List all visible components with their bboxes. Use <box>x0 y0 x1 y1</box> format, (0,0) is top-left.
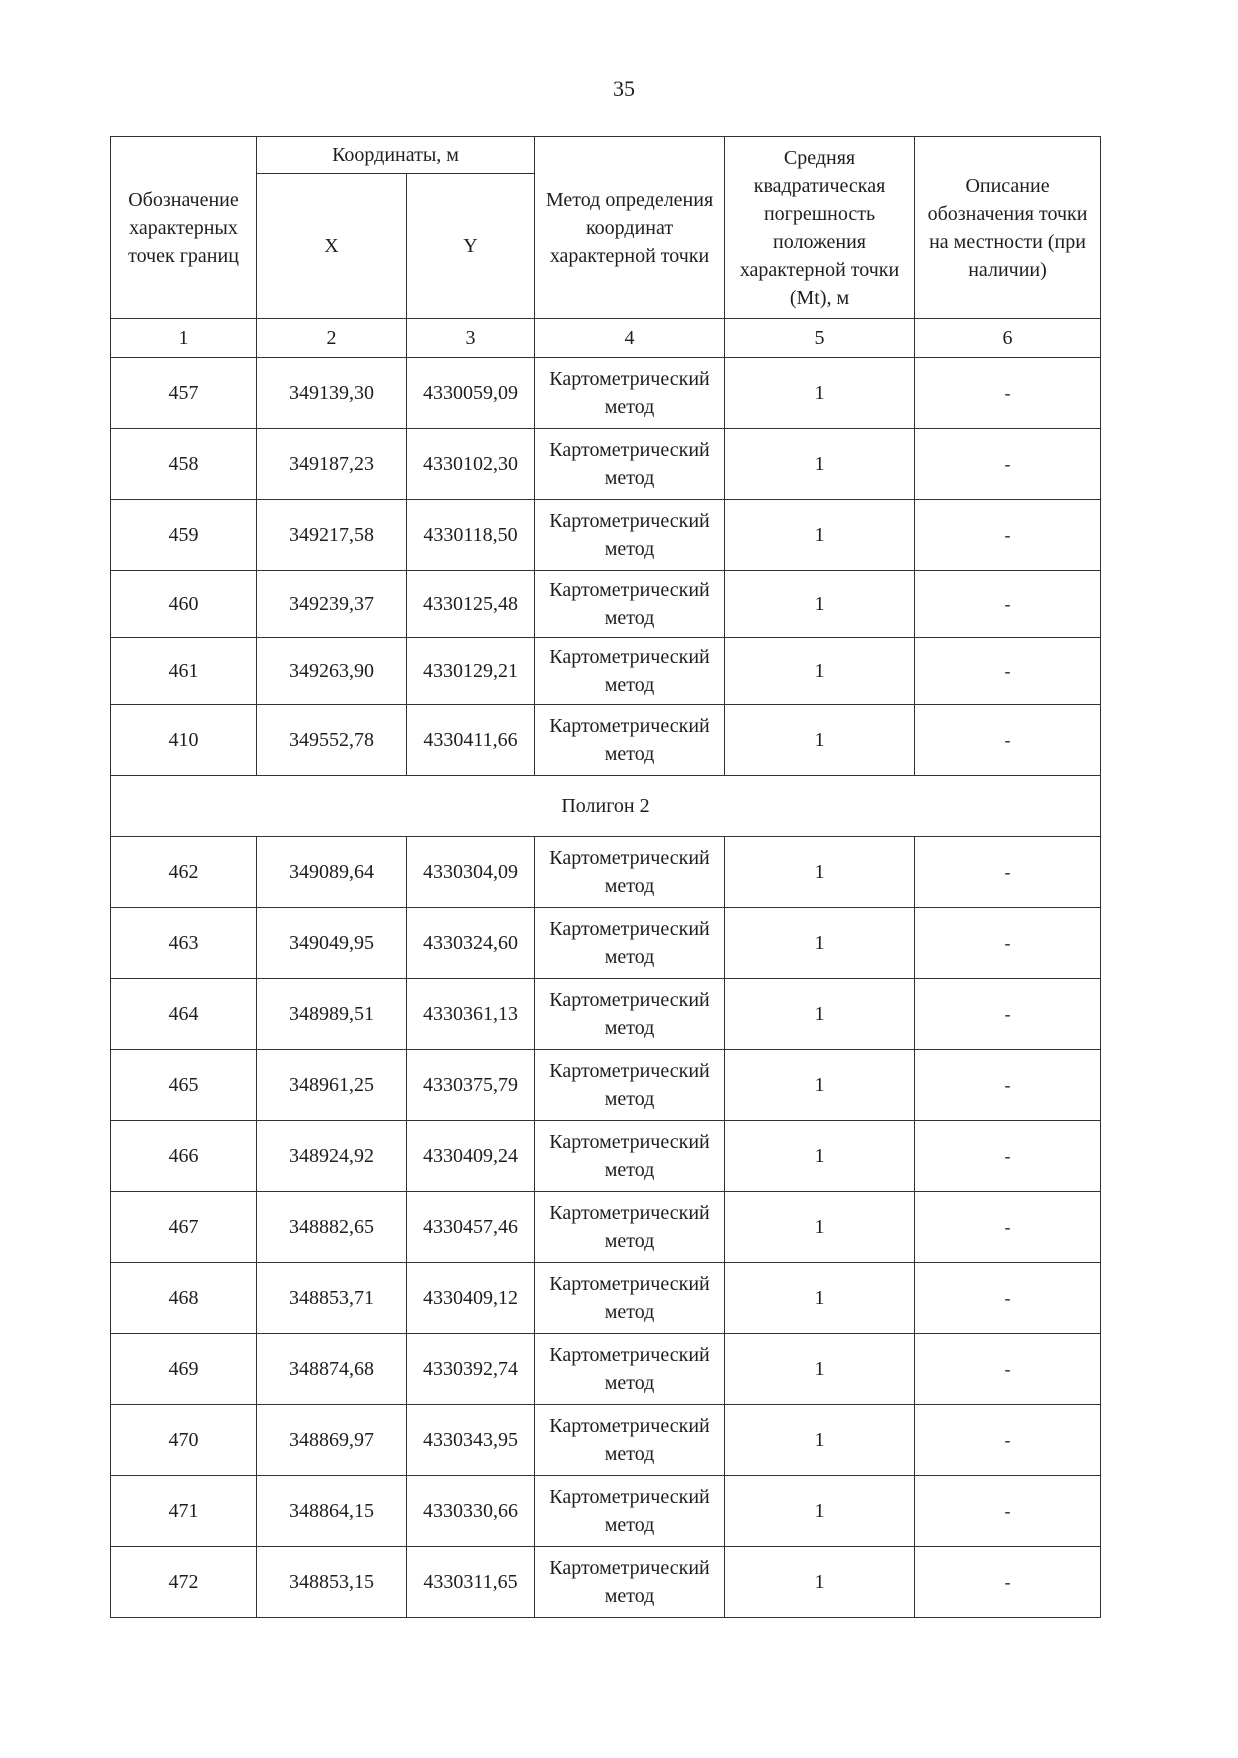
y-cell: 4330343,95 <box>407 1405 535 1476</box>
description-cell: - <box>915 1476 1101 1547</box>
y-cell: 4330409,24 <box>407 1121 535 1192</box>
table-row <box>111 1334 1101 1405</box>
table-body-part1 <box>111 358 1101 776</box>
description-cell: - <box>915 638 1101 705</box>
point-cell: 468 <box>111 1263 257 1334</box>
mt-cell: 1 <box>725 908 915 979</box>
point-cell: 461 <box>111 638 257 705</box>
point-cell: 460 <box>111 571 257 638</box>
page-number: 35 <box>613 76 635 101</box>
point-cell: 410 <box>111 705 257 776</box>
table-row <box>111 1405 1101 1476</box>
header-y: Y <box>407 174 535 319</box>
point-cell: 467 <box>111 1192 257 1263</box>
y-cell: 4330330,66 <box>407 1476 535 1547</box>
description-cell: - <box>915 1121 1101 1192</box>
y-cell: 4330375,79 <box>407 1050 535 1121</box>
polygon-title: Полигон 2 <box>111 776 1101 837</box>
point-cell: 471 <box>111 1476 257 1547</box>
column-number: 2 <box>257 319 407 358</box>
mt-cell: 1 <box>725 1192 915 1263</box>
y-cell: 4330411,66 <box>407 705 535 776</box>
mt-cell: 1 <box>725 1121 915 1192</box>
method-cell: Картометрический метод <box>535 837 725 908</box>
point-cell: 459 <box>111 500 257 571</box>
y-cell: 4330102,30 <box>407 429 535 500</box>
point-cell: 464 <box>111 979 257 1050</box>
table-row <box>111 638 1101 705</box>
header-error: Средняя квадратическая погрешность положения характерной точки (Mt), м <box>725 137 915 319</box>
y-cell: 4330361,13 <box>407 979 535 1050</box>
mt-cell: 1 <box>725 837 915 908</box>
y-cell: 4330457,46 <box>407 1192 535 1263</box>
point-cell: 465 <box>111 1050 257 1121</box>
x-cell: 349049,95 <box>257 908 407 979</box>
description-cell: - <box>915 358 1101 429</box>
coordinates-table <box>110 136 1101 1618</box>
x-cell: 348864,15 <box>257 1476 407 1547</box>
polygon-title-row <box>111 776 1101 837</box>
point-cell: 457 <box>111 358 257 429</box>
mt-cell: 1 <box>725 705 915 776</box>
description-cell: - <box>915 429 1101 500</box>
point-cell: 463 <box>111 908 257 979</box>
x-cell: 349552,78 <box>257 705 407 776</box>
table-body-part2 <box>111 837 1101 1618</box>
point-cell: 458 <box>111 429 257 500</box>
y-cell: 4330129,21 <box>407 638 535 705</box>
x-cell: 348853,71 <box>257 1263 407 1334</box>
y-cell: 4330311,65 <box>407 1547 535 1618</box>
mt-cell: 1 <box>725 1476 915 1547</box>
y-cell: 4330304,09 <box>407 837 535 908</box>
description-cell: - <box>915 1263 1101 1334</box>
x-cell: 348989,51 <box>257 979 407 1050</box>
x-cell: 349263,90 <box>257 638 407 705</box>
y-cell: 4330409,12 <box>407 1263 535 1334</box>
mt-cell: 1 <box>725 571 915 638</box>
x-cell: 348874,68 <box>257 1334 407 1405</box>
point-cell: 470 <box>111 1405 257 1476</box>
table-row <box>111 1547 1101 1618</box>
table-row <box>111 500 1101 571</box>
header-row-top <box>111 137 1101 174</box>
method-cell: Картометрический метод <box>535 1476 725 1547</box>
method-cell: Картометрический метод <box>535 1263 725 1334</box>
method-cell: Картометрический метод <box>535 1121 725 1192</box>
x-cell: 348869,97 <box>257 1405 407 1476</box>
point-cell: 462 <box>111 837 257 908</box>
method-cell: Картометрический метод <box>535 638 725 705</box>
table-row <box>111 908 1101 979</box>
y-cell: 4330324,60 <box>407 908 535 979</box>
method-cell: Картометрический метод <box>535 1050 725 1121</box>
method-cell: Картометрический метод <box>535 571 725 638</box>
x-cell: 349089,64 <box>257 837 407 908</box>
table-row <box>111 1050 1101 1121</box>
polygon-section <box>111 776 1101 837</box>
mt-cell: 1 <box>725 358 915 429</box>
description-cell: - <box>915 837 1101 908</box>
description-cell: - <box>915 908 1101 979</box>
method-cell: Картометрический метод <box>535 979 725 1050</box>
mt-cell: 1 <box>725 1263 915 1334</box>
table-row <box>111 979 1101 1050</box>
method-cell: Картометрический метод <box>535 500 725 571</box>
method-cell: Картометрический метод <box>535 705 725 776</box>
point-cell: 472 <box>111 1547 257 1618</box>
column-number: 6 <box>915 319 1101 358</box>
table-row <box>111 705 1101 776</box>
y-cell: 4330392,74 <box>407 1334 535 1405</box>
mt-cell: 1 <box>725 1405 915 1476</box>
method-cell: Картометрический метод <box>535 1405 725 1476</box>
x-cell: 348853,15 <box>257 1547 407 1618</box>
method-cell: Картометрический метод <box>535 358 725 429</box>
description-cell: - <box>915 500 1101 571</box>
method-cell: Картометрический метод <box>535 908 725 979</box>
table-row <box>111 571 1101 638</box>
table-row <box>111 429 1101 500</box>
table-row <box>111 1192 1101 1263</box>
y-cell: 4330118,50 <box>407 500 535 571</box>
description-cell: - <box>915 1050 1101 1121</box>
mt-cell: 1 <box>725 979 915 1050</box>
mt-cell: 1 <box>725 638 915 705</box>
header-method: Метод определения координат характерной точки <box>535 137 725 319</box>
point-cell: 469 <box>111 1334 257 1405</box>
column-number: 1 <box>111 319 257 358</box>
x-cell: 348924,92 <box>257 1121 407 1192</box>
method-cell: Картометрический метод <box>535 1192 725 1263</box>
method-cell: Картометрический метод <box>535 1547 725 1618</box>
table-row <box>111 358 1101 429</box>
x-cell: 349139,30 <box>257 358 407 429</box>
x-cell: 349187,23 <box>257 429 407 500</box>
table-row <box>111 1263 1101 1334</box>
point-cell: 466 <box>111 1121 257 1192</box>
description-cell: - <box>915 1547 1101 1618</box>
description-cell: - <box>915 1334 1101 1405</box>
x-cell: 349217,58 <box>257 500 407 571</box>
mt-cell: 1 <box>725 429 915 500</box>
table-row <box>111 837 1101 908</box>
column-number: 4 <box>535 319 725 358</box>
column-number-row <box>111 319 1101 358</box>
x-cell: 348961,25 <box>257 1050 407 1121</box>
mt-cell: 1 <box>725 1334 915 1405</box>
description-cell: - <box>915 571 1101 638</box>
table-row <box>111 1476 1101 1547</box>
description-cell: - <box>915 1405 1101 1476</box>
header-x: X <box>257 174 407 319</box>
header-description: Описание обозначения точки на местности (при наличии) <box>915 137 1101 319</box>
mt-cell: 1 <box>725 1547 915 1618</box>
y-cell: 4330059,09 <box>407 358 535 429</box>
column-number: 3 <box>407 319 535 358</box>
description-cell: - <box>915 979 1101 1050</box>
x-cell: 349239,37 <box>257 571 407 638</box>
x-cell: 348882,65 <box>257 1192 407 1263</box>
method-cell: Картометрический метод <box>535 1334 725 1405</box>
table-row <box>111 1121 1101 1192</box>
header-designation: Обозначение характерных точек границ <box>111 137 257 319</box>
mt-cell: 1 <box>725 500 915 571</box>
method-cell: Картометрический метод <box>535 429 725 500</box>
y-cell: 4330125,48 <box>407 571 535 638</box>
column-number: 5 <box>725 319 915 358</box>
header-coordinates: Координаты, м <box>257 137 535 174</box>
description-cell: - <box>915 1192 1101 1263</box>
description-cell: - <box>915 705 1101 776</box>
mt-cell: 1 <box>725 1050 915 1121</box>
